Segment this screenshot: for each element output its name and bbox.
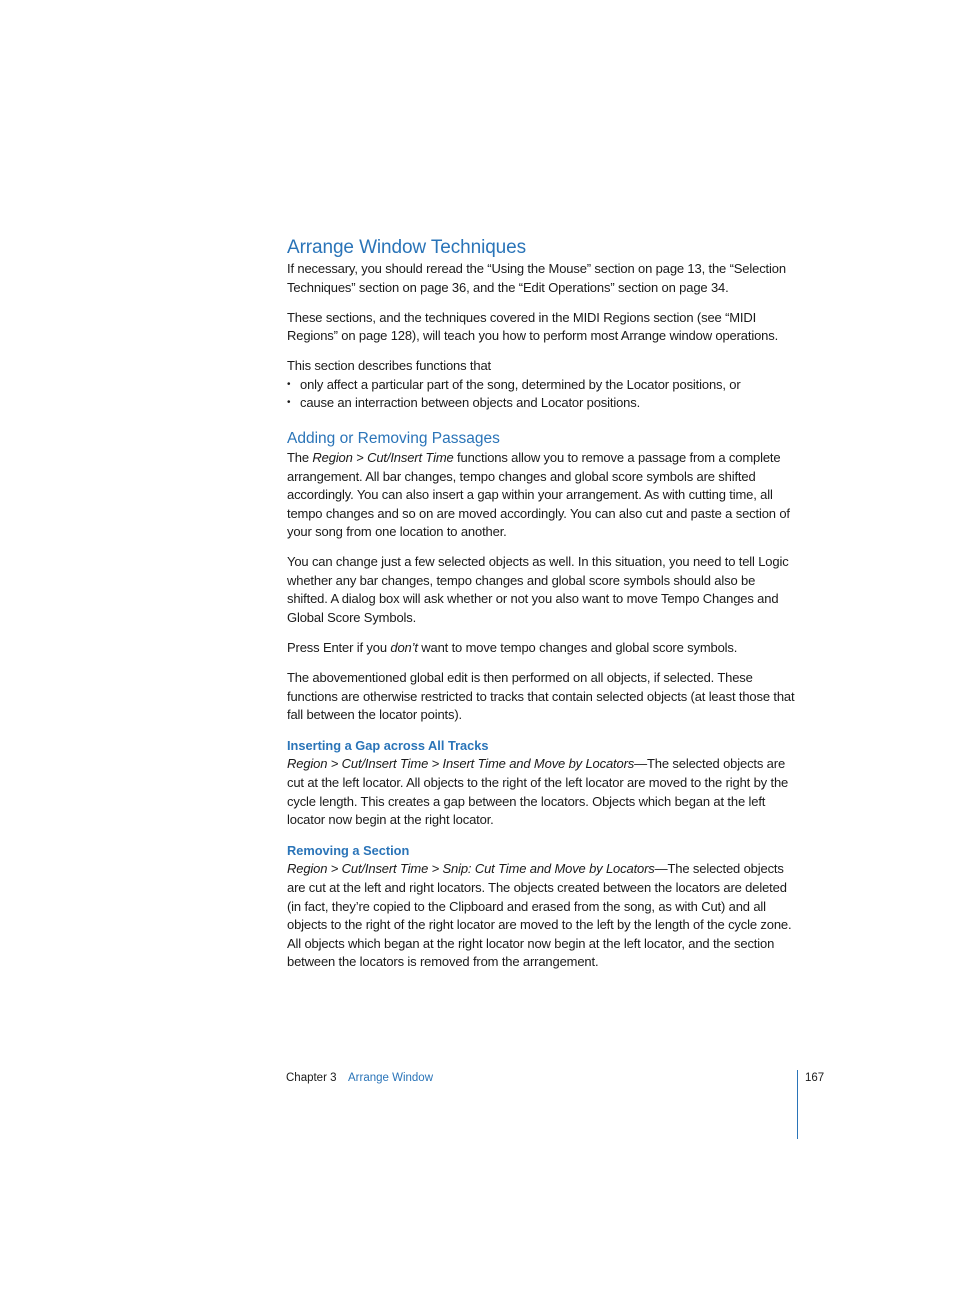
list-item: • cause an interraction between objects and Locator positions.: [287, 394, 799, 413]
inserting-paragraph: Region > Cut/Insert Time > Insert Time and Move by Locators—The selected objects are cut at the left locator. All objects to the right of the left locator are moved to the right by the cycle length. This creates a gap between the locators. Objects which began at the left locator now begin at the right locator.: [287, 756, 789, 828]
page-footer: [286, 1069, 826, 1089]
menu-path: Region > Cut/Insert Time > Snip: Cut Time and Move by Locators: [287, 861, 655, 877]
heading-inserting-gap: Inserting a Gap across All Tracks: [287, 737, 489, 753]
footer-chapter-title: Arrange Window: [348, 1072, 434, 1084]
heading-removing-section: Removing a Section: [287, 842, 410, 858]
page-number: 167: [805, 1072, 825, 1084]
footer-chapter: Chapter 3: [286, 1072, 337, 1084]
menu-path: Region > Cut/Insert Time > Insert Time and Move by Locators: [287, 756, 635, 772]
emphasis: don’t: [390, 640, 418, 656]
passages-paragraph-2: You can change just a few selected objects as well. In this situation, you need to tell Logic whether any bar changes, tempo changes and global score symbols should also be shifted. A dialog box will ask whether or not you also want to move Tempo Changes and Global Score Symbols.: [287, 554, 789, 626]
intro-paragraph-3: This section describes functions that: [287, 358, 491, 374]
section-title: Arrange Window Techniques: [287, 237, 527, 258]
passages-paragraph-3: Press Enter if you don’t want to move tempo changes and global score symbols.: [287, 640, 738, 656]
subsection-title-passages: Adding or Removing Passages: [287, 429, 500, 447]
removing-paragraph: Region > Cut/Insert Time > Snip: Cut Time and Move by Locators—The selected objects are cut at the left and right locators. The objects created between the locators are deleted (in fact, they’re copied to the Clipboard and erased from the song, as with Cut) and all objects to the right of the right locator are moved to the left by the length of the cycle zone. All objects which began at the right locator now begin at the left locator, and the section between the locators is removed from the arrangement.: [287, 861, 792, 970]
list-item: • only affect a particular part of the song, determined by the Locator positions, or: [287, 376, 799, 395]
passages-paragraph-4: The abovementioned global edit is then performed on all objects, if selected. These functions are otherwise restricted to tracks that contain selected objects (at least those that fall between the locator points).: [287, 670, 795, 723]
footer-divider: [797, 1070, 798, 1139]
intro-paragraph-1: If necessary, you should reread the “Using the Mouse” section on page 13, the “Selection Techniques” section on page 36, and the “Edit Operations” section on page 34.: [287, 261, 786, 295]
passages-paragraph-1: The Region > Cut/Insert Time functions allow you to remove a passage from a complete arrangement. All bar changes, tempo changes and global score symbols are shifted accordingly. You can also insert a gap within your arrangement. As with cutting time, all tempo changes and so on are moved accordingly. You can also cut and paste a section of your song from one location to another.: [287, 449, 790, 540]
function-list: [287, 376, 799, 413]
intro-paragraph-2: These sections, and the techniques covered in the MIDI Regions section (see “MIDI Regions” on page 128), will teach you how to perform most Arrange window operations.: [287, 309, 779, 344]
page-content: [287, 236, 799, 972]
menu-path: Region > Cut/Insert Time: [312, 449, 454, 465]
